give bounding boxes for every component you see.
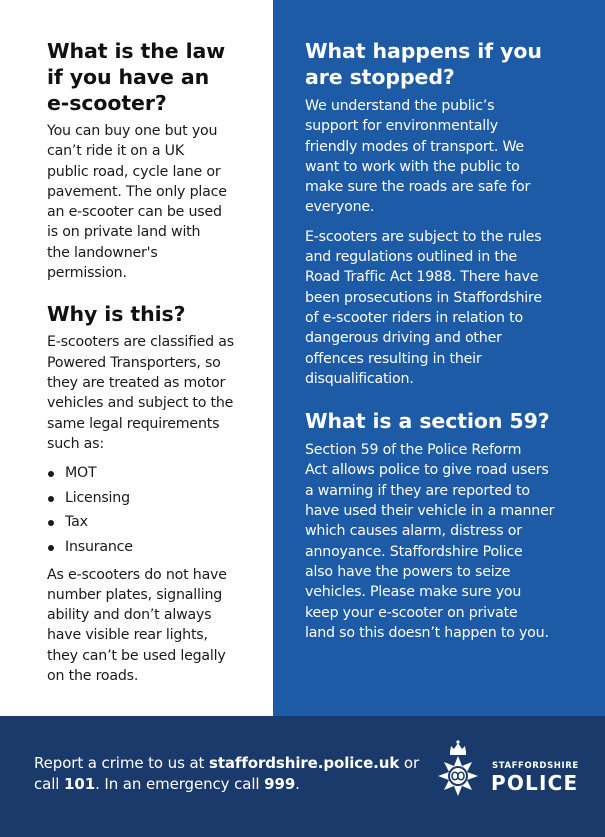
why-body-line: such as: (47, 435, 104, 452)
report-prefix: Report a crime to us at (34, 754, 210, 772)
stopped-heading-line: are stopped? (305, 65, 455, 89)
right-column (273, 0, 605, 716)
logo-police-text: POLICE (491, 771, 579, 795)
why-closing-line: As e-scooters do not have (47, 566, 227, 583)
stopped-para-line: E-scooters are subject to the rules (305, 228, 542, 245)
requirements-list (47, 461, 252, 559)
report-crime-text (34, 753, 424, 795)
stopped-para-line: and regulations outlined in the (305, 249, 518, 266)
law-heading-line: e-scooter? (47, 91, 167, 115)
stopped-para-line: offences resulting in their (305, 350, 482, 367)
why-closing-line: have visible rear lights, (47, 627, 208, 644)
report-mid: or (399, 754, 420, 772)
stopped-para-line: disqualification. (305, 370, 414, 387)
law-body (47, 121, 252, 283)
section59-body (305, 440, 575, 643)
section59-line: also have the powers to seize (305, 563, 511, 580)
list-item (47, 535, 252, 560)
why-body-line: same legal requirements (47, 415, 220, 432)
law-heading-line: What is the law (47, 39, 226, 63)
law-body-line: public road, cycle lane or (47, 163, 221, 180)
list-item-label: Licensing (65, 489, 130, 506)
law-body-line: pavement. The only place (47, 183, 227, 200)
call-prefix: call (34, 775, 65, 793)
stopped-para-1 (305, 96, 575, 218)
law-body-line: permission. (47, 265, 127, 282)
why-body (47, 332, 252, 454)
list-item-label: Tax (65, 514, 88, 531)
stopped-heading-line: What happens if you (305, 39, 542, 63)
section59-line: Section 59 of the Police Reform (305, 442, 522, 459)
non-emergency-number: 101 (64, 775, 96, 793)
list-item (47, 510, 252, 535)
why-closing-line: ability and don’t always (47, 607, 212, 624)
staffordshire-police-logo (434, 738, 579, 804)
call-mid: . In an emergency call (95, 775, 265, 793)
section59-line: land so this doesn’t happen to you. (305, 624, 549, 641)
why-heading: Why is this? (47, 302, 186, 327)
bullet-icon (48, 520, 54, 526)
law-body-line: can’t ride it on a UK (47, 143, 184, 160)
logo-county-text: STAFFORDSHIRE (492, 761, 579, 771)
section59-line: vehicles. Please make sure you (305, 584, 522, 601)
stopped-para-line: We understand the public’s (305, 98, 495, 114)
stopped-heading (305, 38, 575, 90)
stopped-para-line: been prosecutions in Staffordshire (305, 289, 542, 306)
stopped-para-line: make sure the roads are safe for (305, 179, 531, 196)
left-content (47, 38, 252, 686)
bullet-icon (48, 545, 54, 551)
law-heading-line: if you have an (47, 65, 210, 89)
why-body-line: Powered Transporters, so (47, 354, 221, 371)
law-body-line: an e-scooter can be used (47, 204, 222, 221)
law-body-line: the landowner's (47, 244, 158, 261)
section59-line: have used their vehicle in a manner (305, 503, 555, 520)
why-body-line: E-scooters are classified as (47, 334, 234, 351)
why-closing-line: they can’t be used legally (47, 647, 226, 664)
call-suffix: . (295, 775, 300, 793)
section59-line: annoyance. Staffordshire Police (305, 543, 523, 560)
list-item (47, 461, 252, 486)
why-closing-line: on the roads. (47, 668, 139, 685)
section59-line: which causes alarm, distress or (305, 523, 522, 540)
stopped-para-2 (305, 227, 575, 389)
list-item (47, 486, 252, 511)
stopped-para-line: support for environmentally (305, 118, 498, 135)
law-heading (47, 38, 252, 116)
why-body-line: vehicles and subject to the (47, 395, 234, 412)
list-item-label: Insurance (65, 538, 133, 555)
section59-line: keep your e-scooter on private (305, 604, 518, 621)
stopped-para-line: dangerous driving and other (305, 330, 502, 347)
police-crest-icon (434, 738, 482, 804)
list-item-label: MOT (65, 465, 97, 482)
website-link[interactable]: staffordshire.police.uk (209, 754, 400, 772)
right-content (305, 38, 575, 643)
bullet-icon (48, 471, 54, 477)
stopped-para-line: want to work with the public to (305, 158, 520, 175)
emergency-number: 999 (264, 775, 296, 793)
section59-line: a warning if they are reported to (305, 482, 530, 499)
law-body-line: You can buy one but you (47, 123, 218, 139)
left-column (0, 0, 273, 716)
stopped-para-line: everyone. (305, 199, 375, 216)
section59-heading: What is a section 59? (305, 409, 550, 434)
why-closing (47, 565, 252, 687)
law-body-line: is on private land with (47, 224, 201, 241)
stopped-para-line: friendly modes of transport. We (305, 138, 524, 155)
stopped-para-line: of e-scooter riders in relation to (305, 309, 523, 326)
stopped-para-line: Road Traffic Act 1988. There have (305, 269, 539, 286)
bullet-icon (48, 496, 54, 502)
why-body-line: they are treated as motor (47, 374, 226, 391)
why-closing-line: number plates, signalling (47, 586, 223, 603)
section59-line: Act allows police to give road users (305, 462, 549, 479)
